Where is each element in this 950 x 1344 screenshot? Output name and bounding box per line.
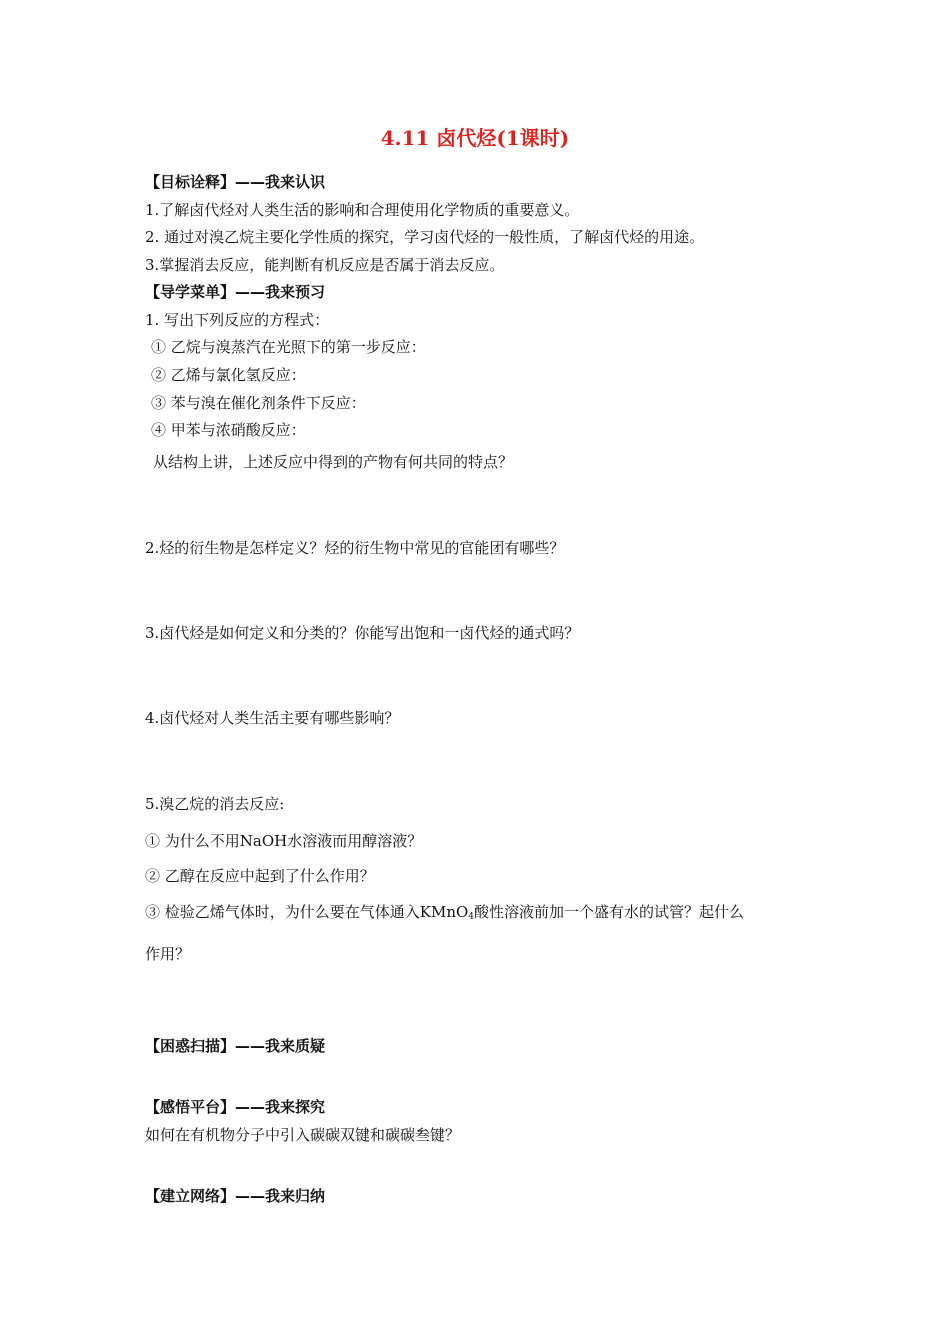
explore-question: 如何在有机物分子中引入碳碳双键和碳碳叁键？ [145, 1126, 461, 1144]
goal-item-2: 2. 通过对溴乙烷主要化学性质的探究，学习卤代烃的一般性质，了解卤代烃的用途。 [145, 228, 705, 246]
question-1-item-3: ③ 苯与溴在催化剂条件下反应： [151, 394, 366, 412]
goal-item-1: 1.了解卤代烃对人类生活的影响和合理使用化学物质的重要意义。 [145, 201, 580, 219]
section-heading-summary: 【建立网络】——我来归纳 [145, 1187, 326, 1205]
question-5-item-3-subscript: 4 [468, 912, 475, 922]
goal-item-3: 3.掌握消去反应，能判断有机反应是否属于消去反应。 [145, 256, 505, 274]
section-heading-goals: 【目标诠释】——我来认识 [145, 173, 326, 191]
question-5-item-1: ① 为什么不用NaOH水溶液而用醇溶液？ [145, 832, 423, 850]
page-title: 4.11 卤代烃(1课时) [380, 126, 570, 150]
question-5: 5.溴乙烷的消去反应: [145, 795, 285, 813]
question-5-item-3-text: ③ 检验乙烯气体时，为什么要在气体通入KMnO [145, 903, 469, 921]
question-1: 1. 写出下列反应的方程式： [145, 311, 330, 329]
question-1-item-2: ② 乙烯与氯化氢反应： [151, 366, 306, 384]
section-heading-explore: 【感悟平台】——我来探究 [145, 1098, 326, 1116]
question-5-item-3-continuation: 作用？ [145, 945, 191, 963]
question-4: 4.卤代烃对人类生活主要有哪些影响？ [145, 709, 400, 727]
question-5-item-2: ② 乙醇在反应中起到了什么作用？ [145, 867, 375, 885]
question-3: 3.卤代烃是如何定义和分类的？你能写出饱和一卤代烃的通式吗？ [145, 624, 580, 642]
question-1-item-1: ① 乙烷与溴蒸汽在光照下的第一步反应： [151, 338, 426, 356]
question-2: 2.烃的衍生物是怎样定义？烃的衍生物中常见的官能团有哪些？ [145, 539, 565, 557]
question-1-tail: 从结构上讲，上述反应中得到的产物有何共同的特点？ [153, 453, 514, 471]
question-5-item-3 [145, 902, 744, 927]
question-5-item-3-text-2: 酸性溶液前加一个盛有水的试管？起什么 [474, 903, 745, 921]
question-1-item-4: ④ 甲苯与浓硝酸反应： [151, 421, 306, 439]
section-heading-preview: 【导学菜单】——我来预习 [145, 283, 326, 301]
section-heading-doubts: 【困惑扫描】——我来质疑 [145, 1037, 326, 1055]
